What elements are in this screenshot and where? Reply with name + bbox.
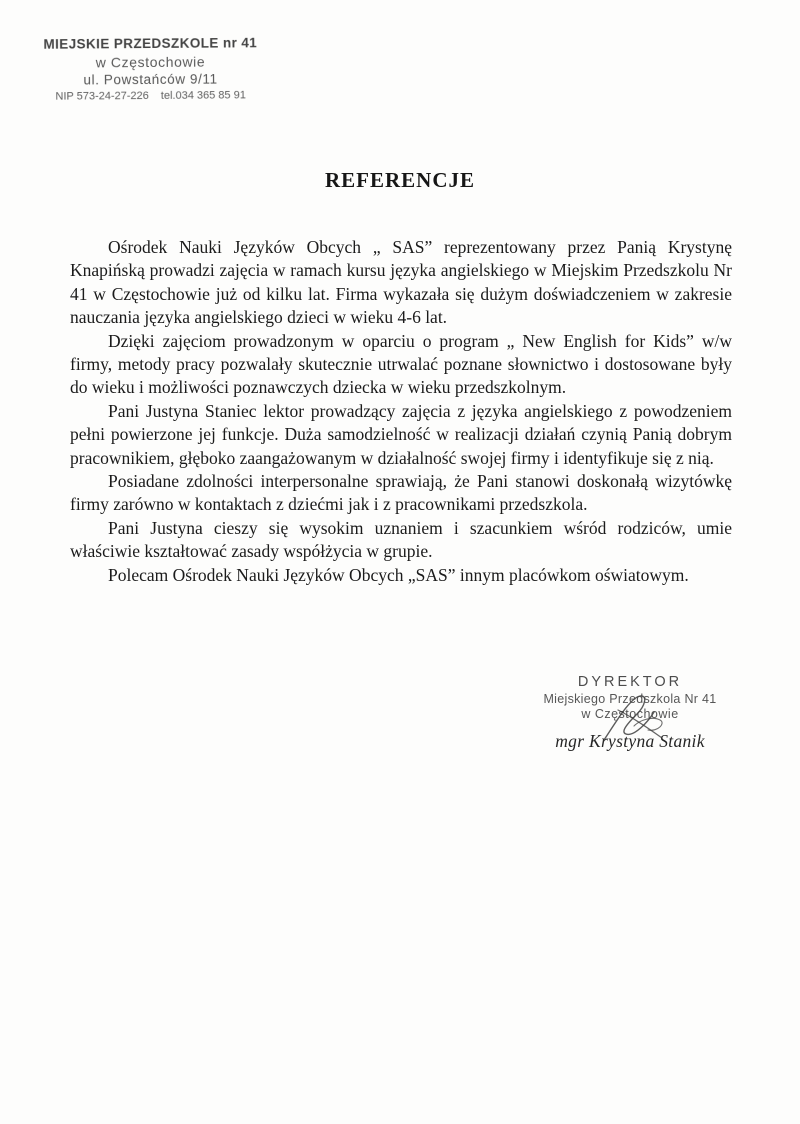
stamp-institution-name: MIEJSKIE PRZEDSZKOLE nr 41 — [43, 35, 258, 52]
signature-role: DYREKTOR — [577, 674, 683, 690]
paragraph-interpersonal: Posiadane zdolności interpersonalne sprawiają, że Pani stanowi doskonałą wizytówkę firmy zarówno w kontaktach z dziećmi jak i z pracownikami przedszkola. — [70, 471, 732, 515]
stamp-tel: tel.034 365 85 91 — [160, 89, 246, 102]
kindergarten-header-stamp — [38, 35, 263, 103]
signature-name: mgr Krystyna Stanik — [555, 731, 705, 751]
stamp-nip: NIP 573-24-27-226 — [55, 90, 149, 103]
stamp-city: w Częstochowie — [95, 53, 206, 71]
stamp-street-address: ul. Powstańców 9/11 — [83, 71, 218, 88]
stamp-nip-tel-line — [38, 89, 263, 103]
paragraph-intro: Ośrodek Nauki Języków Obcych „ SAS” reprezentowany przez Panią Krystynę Knapińską prowadzi zajęcia w ramach kursu języka angielskiego w Miejskim Przedszkolu Nr 41 w Częstochowie już od kilku lat. Firma wykazała się dużym doświadczeniem w zakresie nauczania języka angielskiego dzieci w wieku 4-6 lat. — [70, 237, 732, 328]
paragraph-lektor: Pani Justyna Staniec lektor prowadzący zajęcia z języka angielskiego z powodzeniem pełni powierzone jej funkcje. Duża samodzielność w realizacji działań czynią Panią dobrym pracownikiem, głęboko zaangażowanym w działalność swojej firmy i identyfikuje się z nią. — [70, 400, 732, 468]
letter-body — [70, 236, 732, 587]
signature-city: w Częstochowie — [581, 707, 679, 721]
signature-organization: Miejskiego Przedszkola Nr 41 — [543, 692, 717, 706]
paragraph-uznanie: Pani Justyna cieszy się wysokim uznaniem i szacunkiem wśród rodziców, umie właściwie kształtować zasady współżycia w grupie. — [70, 517, 732, 562]
paragraph-program: Dzięki zajęciom prowadzonym w oparciu o program „ New English for Kids” w/w firmy, metody pracy pozwalały skutecznie utrwalać poznane słownictwo i dostosowane były do wieku i możliwości poznawczych dziecka w wieku przedszkolnym. — [70, 330, 732, 398]
paragraph-polecam: Polecam Ośrodek Nauki Języków Obcych „SAS” innym placówkom oświatowym. — [108, 564, 689, 585]
document-title: REFERENCJE — [324, 168, 476, 192]
signature-block — [505, 674, 755, 752]
